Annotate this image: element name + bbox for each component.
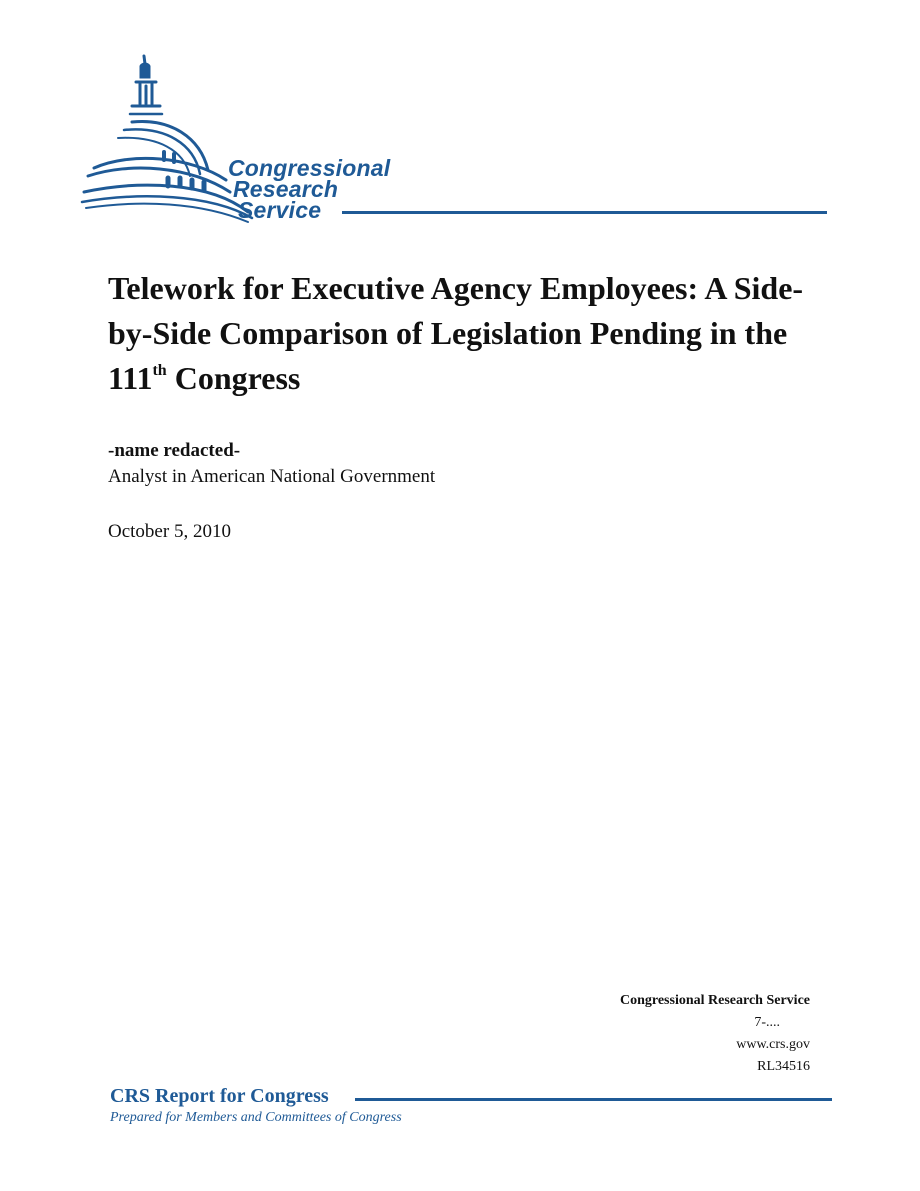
report-number: RL34516 <box>757 1059 810 1074</box>
author-name: -name redacted- <box>108 440 241 461</box>
crs-org-name: Congressional Research Service <box>619 993 810 1008</box>
author-role: Analyst in American National Government <box>108 466 436 487</box>
footer-rule <box>355 1098 832 1101</box>
report-title-end: Congress <box>166 360 301 396</box>
report-title-superscript: th <box>152 362 167 379</box>
footer-subtitle: Prepared for Members and Committees of Congress <box>110 1110 402 1125</box>
report-title <box>108 266 828 401</box>
logo-text-line2: Research <box>233 176 339 202</box>
crs-info-block <box>620 990 810 1078</box>
report-date: October 5, 2010 <box>108 521 231 542</box>
crs-phone: 7-.... <box>754 1015 780 1030</box>
logo-rule <box>342 211 827 214</box>
crs-website: www.crs.gov <box>736 1037 810 1052</box>
crs-logo <box>80 52 840 227</box>
logo-text-line1: Congressional <box>228 155 391 181</box>
logo-text-line3: Service <box>238 197 322 223</box>
report-title-main: Telework for Executive Agency Employees: A Side-by-Side Comparison of Legislation Pending in the 111 <box>108 270 804 396</box>
footer-title: CRS Report for Congress <box>110 1085 329 1107</box>
